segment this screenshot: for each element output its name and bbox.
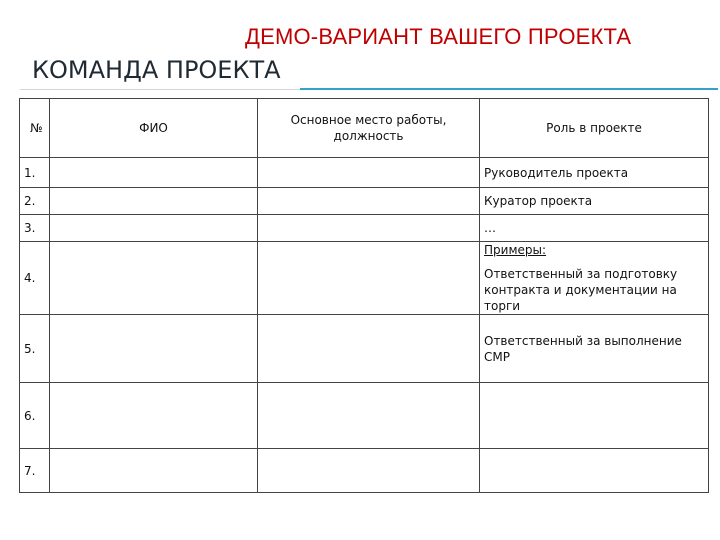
column-header-fio: ФИО — [50, 99, 258, 158]
fio-cell — [50, 188, 258, 215]
workplace-cell — [258, 315, 480, 383]
row-number: 3. — [20, 215, 50, 242]
role-cell — [480, 242, 709, 315]
table-row — [20, 242, 709, 315]
page-title: КОМАНДА ПРОЕКТА — [32, 56, 281, 84]
workplace-cell — [258, 383, 480, 449]
row-number: 5. — [20, 315, 50, 383]
fio-cell — [50, 158, 258, 188]
workplace-cell — [258, 158, 480, 188]
fio-cell — [50, 449, 258, 493]
examples-label: Примеры: — [484, 243, 547, 257]
column-header-number: № — [20, 99, 50, 158]
title-divider-accent — [300, 88, 718, 90]
row-number: 1. — [20, 158, 50, 188]
demo-variant-title: ДЕМО-ВАРИАНТ ВАШЕГО ПРОЕКТА — [245, 24, 632, 49]
fio-cell — [50, 383, 258, 449]
row-number: 6. — [20, 383, 50, 449]
column-header-role: Роль в проекте — [480, 99, 709, 158]
table-row — [20, 315, 709, 383]
table-row — [20, 158, 709, 188]
row-number: 2. — [20, 188, 50, 215]
workplace-cell — [258, 215, 480, 242]
role-cell — [480, 383, 709, 449]
row-number: 4. — [20, 242, 50, 315]
table-row — [20, 383, 709, 449]
role-cell: Ответственный за выполнение СМР — [480, 315, 709, 383]
table-header-row — [20, 99, 709, 158]
fio-cell — [50, 242, 258, 315]
role-text: Ответственный за подготовку контракта и документации на торги — [484, 267, 678, 313]
fio-cell — [50, 215, 258, 242]
table-row — [20, 188, 709, 215]
row-number: 7. — [20, 449, 50, 493]
role-cell — [480, 449, 709, 493]
project-team-table — [19, 98, 709, 493]
workplace-cell — [258, 242, 480, 315]
column-header-workplace: Основное место работы, должность — [258, 99, 480, 158]
role-cell: Куратор проекта — [480, 188, 709, 215]
fio-cell — [50, 315, 258, 383]
role-cell: … — [480, 215, 709, 242]
role-cell: Руководитель проекта — [480, 158, 709, 188]
table-row — [20, 215, 709, 242]
workplace-cell — [258, 449, 480, 493]
table-row — [20, 449, 709, 493]
workplace-cell — [258, 188, 480, 215]
